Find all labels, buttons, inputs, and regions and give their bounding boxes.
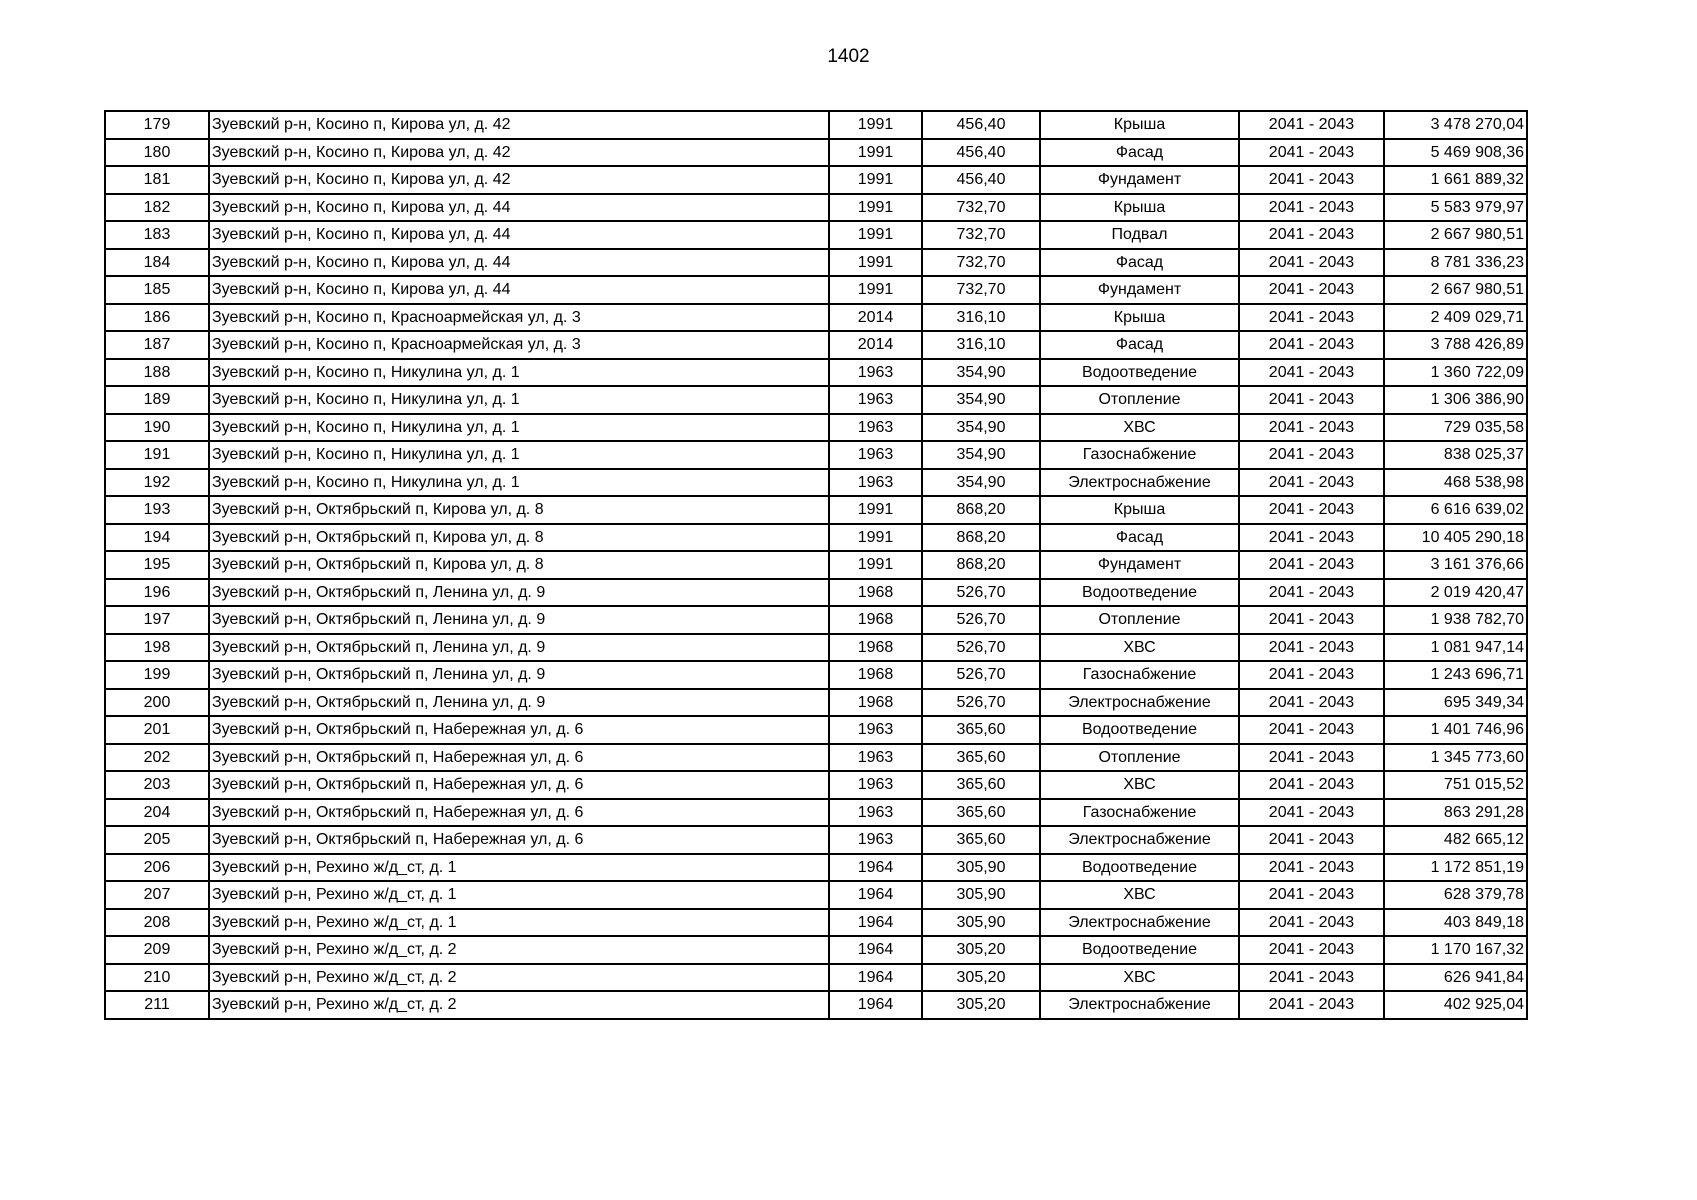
table-row — [105, 111, 1527, 139]
row-number-cell: 210 — [105, 964, 209, 992]
period-cell: 2041 - 2043 — [1239, 249, 1384, 277]
address-cell: Зуевский р-н, Косино п, Никулина ул, д. 1 — [209, 414, 829, 442]
address-cell: Зуевский р-н, Косино п, Никулина ул, д. 1 — [209, 469, 829, 497]
table-row — [105, 991, 1527, 1019]
period-cell: 2041 - 2043 — [1239, 634, 1384, 662]
period-cell: 2041 - 2043 — [1239, 469, 1384, 497]
table-row — [105, 194, 1527, 222]
commission-year-cell: 1991 — [829, 194, 922, 222]
commission-year-cell: 1963 — [829, 469, 922, 497]
work-type-cell: Электроснабжение — [1040, 689, 1239, 717]
area-cell: 526,70 — [922, 579, 1040, 607]
cost-cell: 5 583 979,97 — [1384, 194, 1527, 222]
row-number-cell: 201 — [105, 716, 209, 744]
row-number-cell: 198 — [105, 634, 209, 662]
cost-cell: 3 478 270,04 — [1384, 111, 1527, 139]
table-row — [105, 359, 1527, 387]
row-number-cell: 190 — [105, 414, 209, 442]
table-row — [105, 661, 1527, 689]
cost-cell: 751 015,52 — [1384, 771, 1527, 799]
period-cell: 2041 - 2043 — [1239, 689, 1384, 717]
period-cell: 2041 - 2043 — [1239, 331, 1384, 359]
cost-cell: 3 788 426,89 — [1384, 331, 1527, 359]
commission-year-cell: 1964 — [829, 854, 922, 882]
address-cell: Зуевский р-н, Косино п, Никулина ул, д. 1 — [209, 359, 829, 387]
work-type-cell: Подвал — [1040, 221, 1239, 249]
commission-year-cell: 2014 — [829, 304, 922, 332]
table-row — [105, 221, 1527, 249]
area-cell: 365,60 — [922, 799, 1040, 827]
row-number-cell: 208 — [105, 909, 209, 937]
cost-cell: 1 170 167,32 — [1384, 936, 1527, 964]
work-type-cell: Водоотведение — [1040, 579, 1239, 607]
work-type-cell: Фундамент — [1040, 276, 1239, 304]
cost-cell: 863 291,28 — [1384, 799, 1527, 827]
page-number: 1402 — [827, 46, 870, 67]
commission-year-cell: 1991 — [829, 551, 922, 579]
table-row — [105, 606, 1527, 634]
row-number-cell: 186 — [105, 304, 209, 332]
row-number-cell: 193 — [105, 496, 209, 524]
row-number-cell: 206 — [105, 854, 209, 882]
cost-cell: 1 938 782,70 — [1384, 606, 1527, 634]
work-type-cell: Газоснабжение — [1040, 661, 1239, 689]
row-number-cell: 203 — [105, 771, 209, 799]
commission-year-cell: 1963 — [829, 414, 922, 442]
period-cell: 2041 - 2043 — [1239, 276, 1384, 304]
table-row — [105, 139, 1527, 167]
table-body — [105, 111, 1527, 1019]
table-row — [105, 469, 1527, 497]
period-cell: 2041 - 2043 — [1239, 221, 1384, 249]
area-cell: 526,70 — [922, 634, 1040, 662]
period-cell: 2041 - 2043 — [1239, 359, 1384, 387]
commission-year-cell: 1963 — [829, 359, 922, 387]
row-number-cell: 185 — [105, 276, 209, 304]
area-cell: 365,60 — [922, 716, 1040, 744]
work-type-cell: Газоснабжение — [1040, 441, 1239, 469]
table-row — [105, 854, 1527, 882]
period-cell: 2041 - 2043 — [1239, 964, 1384, 992]
cost-cell: 1 401 746,96 — [1384, 716, 1527, 744]
row-number-cell: 209 — [105, 936, 209, 964]
work-type-cell: Водоотведение — [1040, 716, 1239, 744]
cost-cell: 2 409 029,71 — [1384, 304, 1527, 332]
period-cell: 2041 - 2043 — [1239, 909, 1384, 937]
table-row — [105, 414, 1527, 442]
commission-year-cell: 1964 — [829, 936, 922, 964]
period-cell: 2041 - 2043 — [1239, 991, 1384, 1019]
area-cell: 365,60 — [922, 771, 1040, 799]
row-number-cell: 191 — [105, 441, 209, 469]
commission-year-cell: 1964 — [829, 881, 922, 909]
commission-year-cell: 1968 — [829, 606, 922, 634]
table-row — [105, 964, 1527, 992]
period-cell: 2041 - 2043 — [1239, 139, 1384, 167]
work-type-cell: Фасад — [1040, 524, 1239, 552]
row-number-cell: 207 — [105, 881, 209, 909]
work-type-cell: Крыша — [1040, 496, 1239, 524]
area-cell: 868,20 — [922, 496, 1040, 524]
address-cell: Зуевский р-н, Октябрьский п, Кирова ул, д. 8 — [209, 524, 829, 552]
table-row — [105, 276, 1527, 304]
period-cell: 2041 - 2043 — [1239, 166, 1384, 194]
row-number-cell: 180 — [105, 139, 209, 167]
address-cell: Зуевский р-н, Октябрьский п, Набережная ул, д. 6 — [209, 716, 829, 744]
cost-cell: 1 360 722,09 — [1384, 359, 1527, 387]
table-row — [105, 166, 1527, 194]
area-cell: 305,20 — [922, 964, 1040, 992]
area-cell: 305,90 — [922, 909, 1040, 937]
table-row — [105, 304, 1527, 332]
work-type-cell: Электроснабжение — [1040, 991, 1239, 1019]
work-type-cell: ХВС — [1040, 634, 1239, 662]
address-cell: Зуевский р-н, Октябрьский п, Набережная ул, д. 6 — [209, 826, 829, 854]
cost-cell: 1 345 773,60 — [1384, 744, 1527, 772]
work-type-cell: Электроснабжение — [1040, 909, 1239, 937]
period-cell: 2041 - 2043 — [1239, 551, 1384, 579]
row-number-cell: 197 — [105, 606, 209, 634]
cost-cell: 2 667 980,51 — [1384, 221, 1527, 249]
commission-year-cell: 1968 — [829, 579, 922, 607]
repair-schedule-table — [104, 110, 1528, 1020]
cost-cell: 1 661 889,32 — [1384, 166, 1527, 194]
commission-year-cell: 1991 — [829, 524, 922, 552]
area-cell: 354,90 — [922, 469, 1040, 497]
row-number-cell: 204 — [105, 799, 209, 827]
row-number-cell: 200 — [105, 689, 209, 717]
area-cell: 365,60 — [922, 826, 1040, 854]
period-cell: 2041 - 2043 — [1239, 744, 1384, 772]
work-type-cell: Фасад — [1040, 249, 1239, 277]
commission-year-cell: 1991 — [829, 249, 922, 277]
address-cell: Зуевский р-н, Рехино ж/д_ст, д. 2 — [209, 991, 829, 1019]
commission-year-cell: 1963 — [829, 441, 922, 469]
area-cell: 868,20 — [922, 551, 1040, 579]
commission-year-cell: 1963 — [829, 799, 922, 827]
cost-cell: 838 025,37 — [1384, 441, 1527, 469]
cost-cell: 695 349,34 — [1384, 689, 1527, 717]
work-type-cell: Фасад — [1040, 331, 1239, 359]
commission-year-cell: 1968 — [829, 689, 922, 717]
area-cell: 456,40 — [922, 166, 1040, 194]
commission-year-cell: 1991 — [829, 276, 922, 304]
row-number-cell: 179 — [105, 111, 209, 139]
work-type-cell: Электроснабжение — [1040, 469, 1239, 497]
area-cell: 526,70 — [922, 689, 1040, 717]
address-cell: Зуевский р-н, Октябрьский п, Ленина ул, д. 9 — [209, 634, 829, 662]
area-cell: 305,20 — [922, 991, 1040, 1019]
address-cell: Зуевский р-н, Косино п, Кирова ул, д. 44 — [209, 221, 829, 249]
work-type-cell: Водоотведение — [1040, 936, 1239, 964]
work-type-cell: ХВС — [1040, 771, 1239, 799]
cost-cell: 468 538,98 — [1384, 469, 1527, 497]
commission-year-cell: 1963 — [829, 771, 922, 799]
cost-cell: 729 035,58 — [1384, 414, 1527, 442]
area-cell: 316,10 — [922, 304, 1040, 332]
table-row — [105, 331, 1527, 359]
address-cell: Зуевский р-н, Косино п, Кирова ул, д. 44 — [209, 194, 829, 222]
table-row — [105, 799, 1527, 827]
period-cell: 2041 - 2043 — [1239, 771, 1384, 799]
cost-cell: 1 243 696,71 — [1384, 661, 1527, 689]
table-row — [105, 496, 1527, 524]
address-cell: Зуевский р-н, Октябрьский п, Кирова ул, д. 8 — [209, 496, 829, 524]
area-cell: 354,90 — [922, 414, 1040, 442]
cost-cell: 402 925,04 — [1384, 991, 1527, 1019]
row-number-cell: 184 — [105, 249, 209, 277]
address-cell: Зуевский р-н, Октябрьский п, Набережная ул, д. 6 — [209, 771, 829, 799]
cost-cell: 10 405 290,18 — [1384, 524, 1527, 552]
row-number-cell: 195 — [105, 551, 209, 579]
work-type-cell: Крыша — [1040, 111, 1239, 139]
address-cell: Зуевский р-н, Октябрьский п, Ленина ул, д. 9 — [209, 689, 829, 717]
row-number-cell: 187 — [105, 331, 209, 359]
address-cell: Зуевский р-н, Рехино ж/д_ст, д. 2 — [209, 964, 829, 992]
address-cell: Зуевский р-н, Косино п, Красноармейская ул, д. 3 — [209, 304, 829, 332]
row-number-cell: 194 — [105, 524, 209, 552]
address-cell: Зуевский р-н, Октябрьский п, Набережная ул, д. 6 — [209, 799, 829, 827]
area-cell: 456,40 — [922, 139, 1040, 167]
commission-year-cell: 1991 — [829, 139, 922, 167]
table-row — [105, 716, 1527, 744]
period-cell: 2041 - 2043 — [1239, 524, 1384, 552]
address-cell: Зуевский р-н, Рехино ж/д_ст, д. 1 — [209, 909, 829, 937]
table-row — [105, 909, 1527, 937]
commission-year-cell: 1964 — [829, 964, 922, 992]
address-cell: Зуевский р-н, Косино п, Кирова ул, д. 42 — [209, 139, 829, 167]
period-cell: 2041 - 2043 — [1239, 194, 1384, 222]
cost-cell: 3 161 376,66 — [1384, 551, 1527, 579]
area-cell: 305,90 — [922, 854, 1040, 882]
address-cell: Зуевский р-н, Косино п, Кирова ул, д. 42 — [209, 111, 829, 139]
period-cell: 2041 - 2043 — [1239, 386, 1384, 414]
address-cell: Зуевский р-н, Октябрьский п, Кирова ул, д. 8 — [209, 551, 829, 579]
cost-cell: 5 469 908,36 — [1384, 139, 1527, 167]
work-type-cell: Крыша — [1040, 304, 1239, 332]
address-cell: Зуевский р-н, Косино п, Никулина ул, д. 1 — [209, 386, 829, 414]
address-cell: Зуевский р-н, Косино п, Никулина ул, д. 1 — [209, 441, 829, 469]
row-number-cell: 211 — [105, 991, 209, 1019]
address-cell: Зуевский р-н, Рехино ж/д_ст, д. 2 — [209, 936, 829, 964]
work-type-cell: Отопление — [1040, 744, 1239, 772]
work-type-cell: Фасад — [1040, 139, 1239, 167]
cost-cell: 482 665,12 — [1384, 826, 1527, 854]
period-cell: 2041 - 2043 — [1239, 441, 1384, 469]
work-type-cell: Отопление — [1040, 606, 1239, 634]
commission-year-cell: 1968 — [829, 634, 922, 662]
table-row — [105, 634, 1527, 662]
table-row — [105, 579, 1527, 607]
table-row — [105, 826, 1527, 854]
cost-cell: 6 616 639,02 — [1384, 496, 1527, 524]
area-cell: 456,40 — [922, 111, 1040, 139]
cost-cell: 1 172 851,19 — [1384, 854, 1527, 882]
area-cell: 316,10 — [922, 331, 1040, 359]
work-type-cell: Водоотведение — [1040, 359, 1239, 387]
commission-year-cell: 1964 — [829, 909, 922, 937]
commission-year-cell: 1963 — [829, 386, 922, 414]
period-cell: 2041 - 2043 — [1239, 826, 1384, 854]
table-row — [105, 936, 1527, 964]
row-number-cell: 205 — [105, 826, 209, 854]
period-cell: 2041 - 2043 — [1239, 414, 1384, 442]
period-cell: 2041 - 2043 — [1239, 799, 1384, 827]
cost-cell: 1 306 386,90 — [1384, 386, 1527, 414]
area-cell: 732,70 — [922, 221, 1040, 249]
area-cell: 354,90 — [922, 441, 1040, 469]
address-cell: Зуевский р-н, Октябрьский п, Набережная ул, д. 6 — [209, 744, 829, 772]
table-row — [105, 551, 1527, 579]
area-cell: 365,60 — [922, 744, 1040, 772]
cost-cell: 628 379,78 — [1384, 881, 1527, 909]
period-cell: 2041 - 2043 — [1239, 936, 1384, 964]
area-cell: 354,90 — [922, 386, 1040, 414]
table-row — [105, 744, 1527, 772]
work-type-cell: Электроснабжение — [1040, 826, 1239, 854]
work-type-cell: Отопление — [1040, 386, 1239, 414]
address-cell: Зуевский р-н, Рехино ж/д_ст, д. 1 — [209, 854, 829, 882]
work-type-cell: Фундамент — [1040, 551, 1239, 579]
area-cell: 732,70 — [922, 194, 1040, 222]
work-type-cell: Газоснабжение — [1040, 799, 1239, 827]
commission-year-cell: 1964 — [829, 991, 922, 1019]
period-cell: 2041 - 2043 — [1239, 606, 1384, 634]
work-type-cell: ХВС — [1040, 964, 1239, 992]
cost-cell: 403 849,18 — [1384, 909, 1527, 937]
period-cell: 2041 - 2043 — [1239, 854, 1384, 882]
row-number-cell: 192 — [105, 469, 209, 497]
row-number-cell: 189 — [105, 386, 209, 414]
work-type-cell: Крыша — [1040, 194, 1239, 222]
period-cell: 2041 - 2043 — [1239, 496, 1384, 524]
table-row — [105, 524, 1527, 552]
address-cell: Зуевский р-н, Рехино ж/д_ст, д. 1 — [209, 881, 829, 909]
table-row — [105, 386, 1527, 414]
area-cell: 526,70 — [922, 606, 1040, 634]
work-type-cell: ХВС — [1040, 881, 1239, 909]
table-row — [105, 771, 1527, 799]
cost-cell: 2 667 980,51 — [1384, 276, 1527, 304]
commission-year-cell: 1968 — [829, 661, 922, 689]
table-row — [105, 689, 1527, 717]
commission-year-cell: 1991 — [829, 496, 922, 524]
commission-year-cell: 1991 — [829, 166, 922, 194]
area-cell: 305,90 — [922, 881, 1040, 909]
address-cell: Зуевский р-н, Косино п, Красноармейская ул, д. 3 — [209, 331, 829, 359]
area-cell: 526,70 — [922, 661, 1040, 689]
commission-year-cell: 1991 — [829, 221, 922, 249]
address-cell: Зуевский р-н, Косино п, Кирова ул, д. 44 — [209, 276, 829, 304]
cost-cell: 2 019 420,47 — [1384, 579, 1527, 607]
address-cell: Зуевский р-н, Косино п, Кирова ул, д. 42 — [209, 166, 829, 194]
cost-cell: 1 081 947,14 — [1384, 634, 1527, 662]
area-cell: 305,20 — [922, 936, 1040, 964]
address-cell: Зуевский р-н, Октябрьский п, Ленина ул, д. 9 — [209, 606, 829, 634]
row-number-cell: 196 — [105, 579, 209, 607]
cost-cell: 8 781 336,23 — [1384, 249, 1527, 277]
address-cell: Зуевский р-н, Косино п, Кирова ул, д. 44 — [209, 249, 829, 277]
row-number-cell: 181 — [105, 166, 209, 194]
commission-year-cell: 1963 — [829, 716, 922, 744]
row-number-cell: 202 — [105, 744, 209, 772]
area-cell: 354,90 — [922, 359, 1040, 387]
address-cell: Зуевский р-н, Октябрьский п, Ленина ул, д. 9 — [209, 579, 829, 607]
row-number-cell: 188 — [105, 359, 209, 387]
period-cell: 2041 - 2043 — [1239, 304, 1384, 332]
row-number-cell: 183 — [105, 221, 209, 249]
commission-year-cell: 1963 — [829, 826, 922, 854]
period-cell: 2041 - 2043 — [1239, 579, 1384, 607]
area-cell: 732,70 — [922, 276, 1040, 304]
table-row — [105, 881, 1527, 909]
row-number-cell: 182 — [105, 194, 209, 222]
table-row — [105, 441, 1527, 469]
table-row — [105, 249, 1527, 277]
cost-cell: 626 941,84 — [1384, 964, 1527, 992]
row-number-cell: 199 — [105, 661, 209, 689]
period-cell: 2041 - 2043 — [1239, 661, 1384, 689]
work-type-cell: Водоотведение — [1040, 854, 1239, 882]
commission-year-cell: 1963 — [829, 744, 922, 772]
work-type-cell: ХВС — [1040, 414, 1239, 442]
period-cell: 2041 - 2043 — [1239, 111, 1384, 139]
commission-year-cell: 2014 — [829, 331, 922, 359]
work-type-cell: Фундамент — [1040, 166, 1239, 194]
area-cell: 732,70 — [922, 249, 1040, 277]
area-cell: 868,20 — [922, 524, 1040, 552]
period-cell: 2041 - 2043 — [1239, 881, 1384, 909]
commission-year-cell: 1991 — [829, 111, 922, 139]
period-cell: 2041 - 2043 — [1239, 716, 1384, 744]
address-cell: Зуевский р-н, Октябрьский п, Ленина ул, д. 9 — [209, 661, 829, 689]
